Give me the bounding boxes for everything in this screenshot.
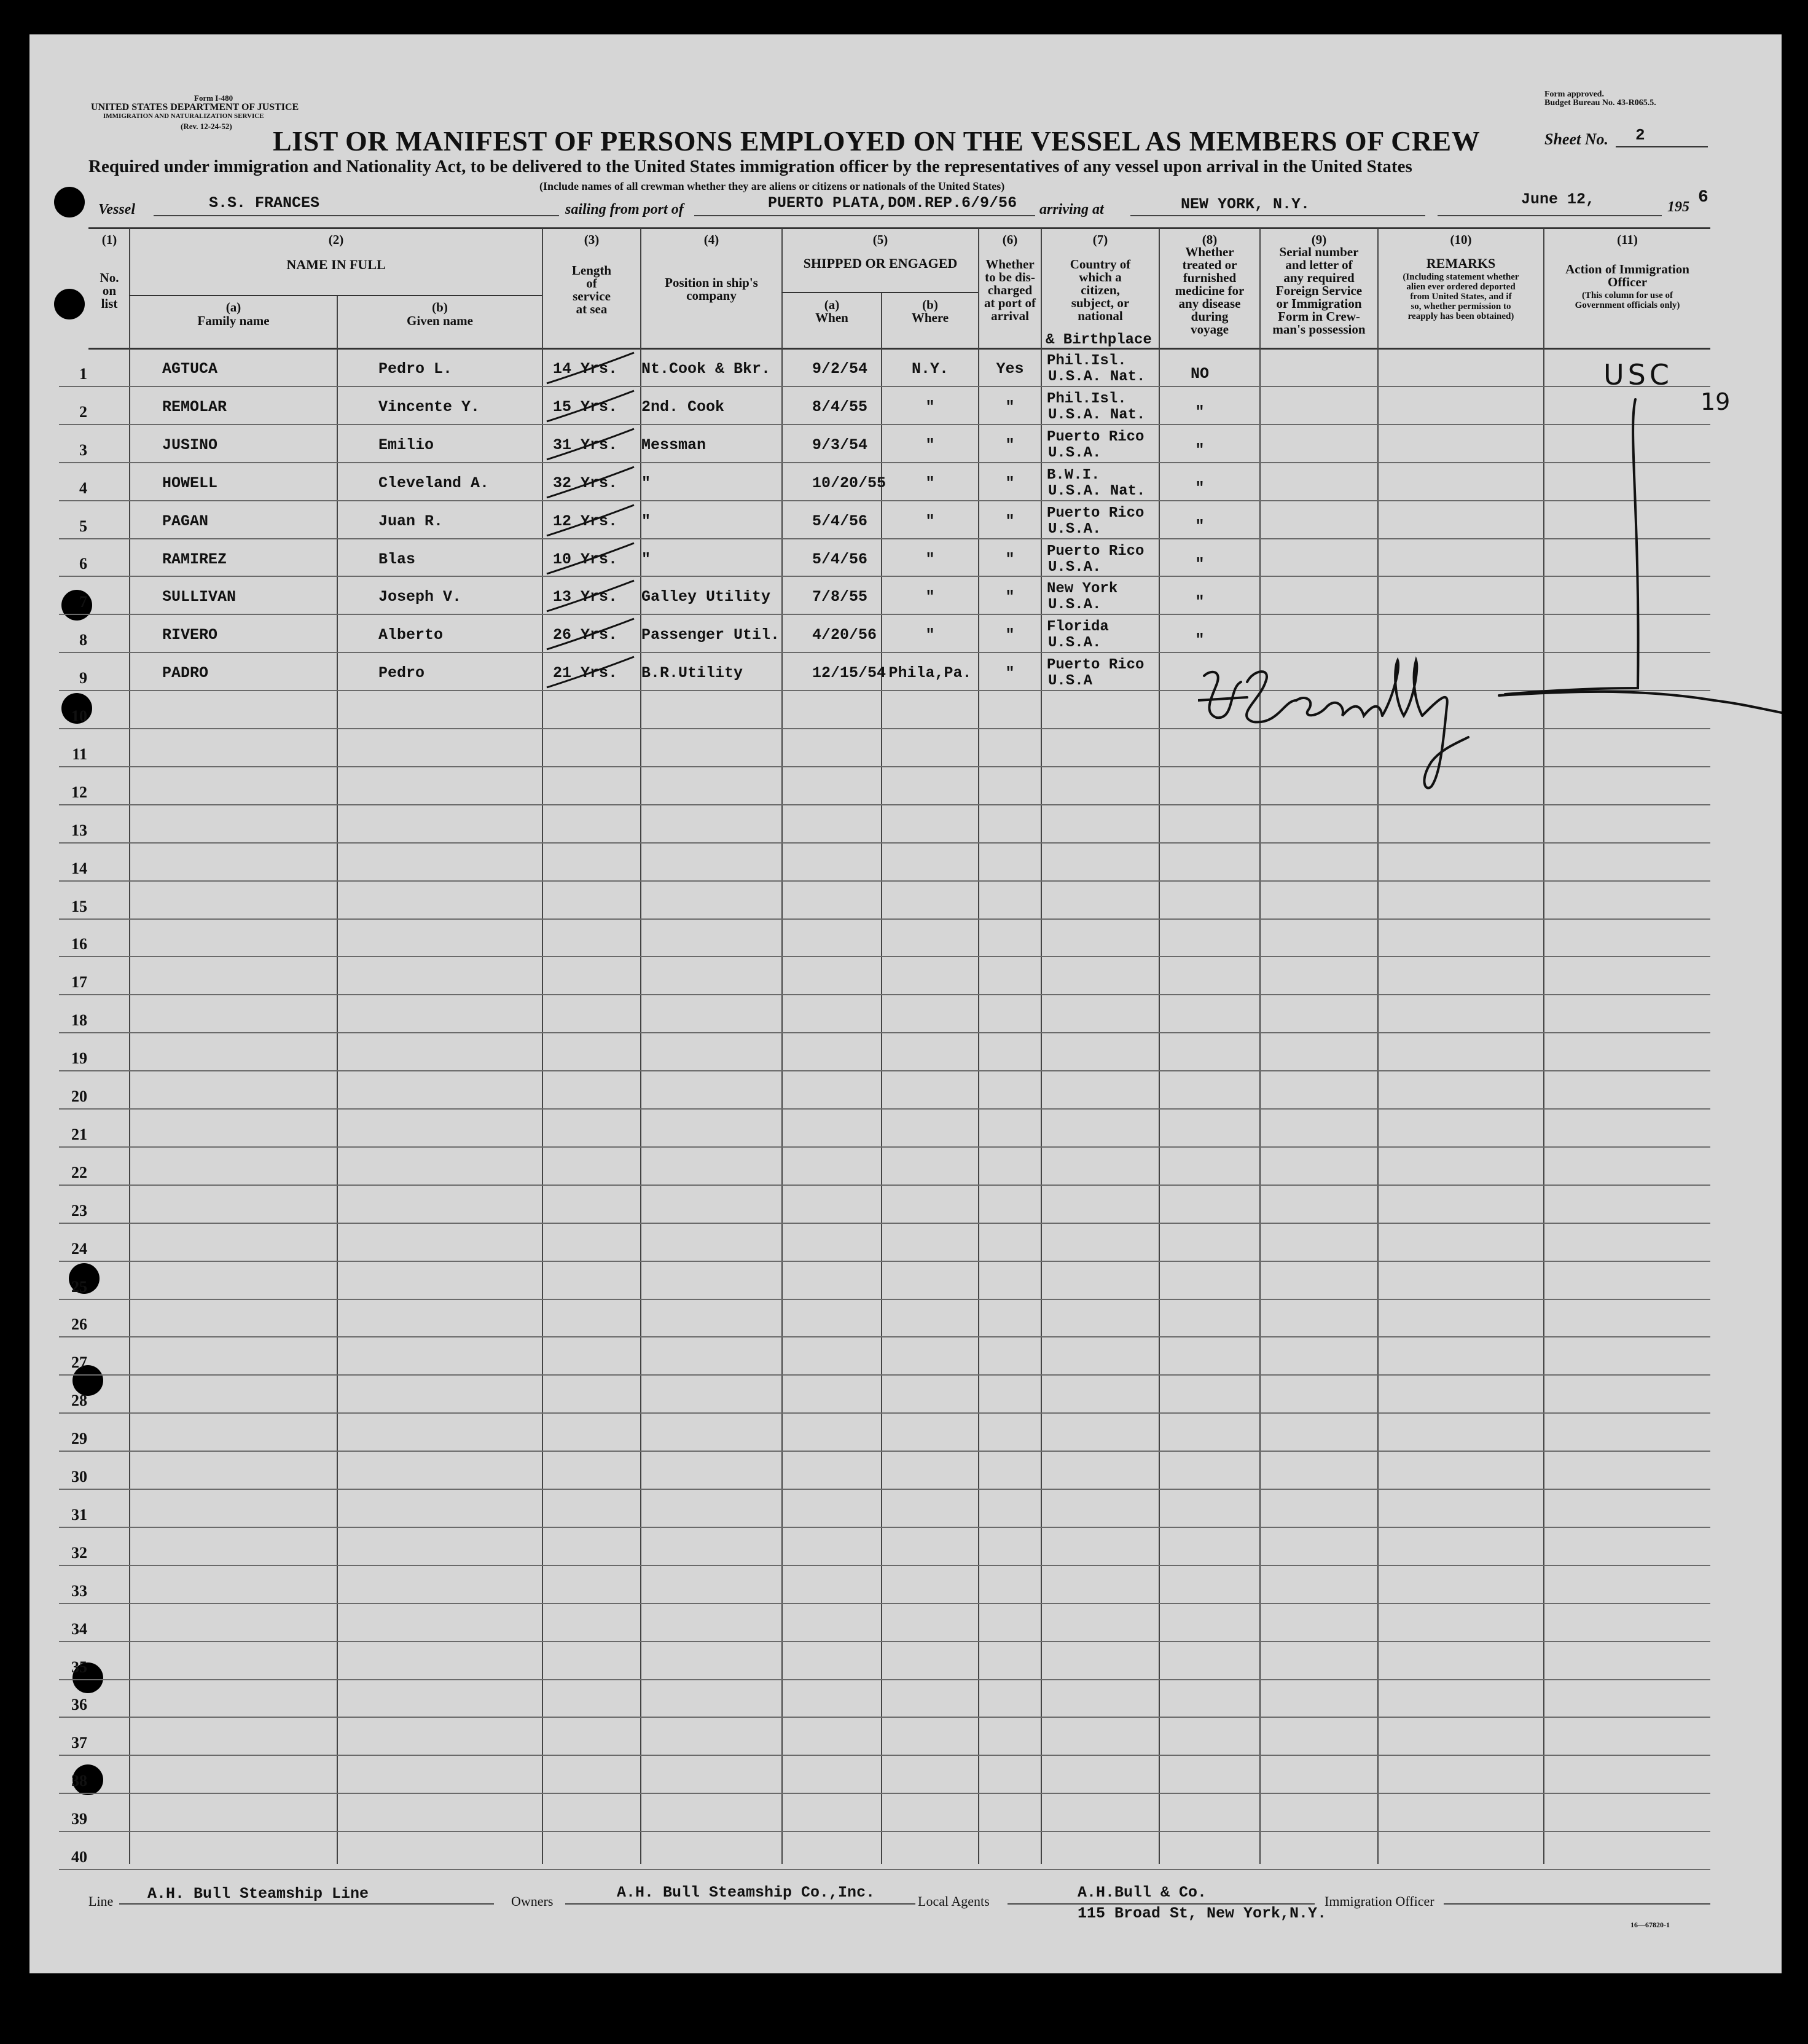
given-name: Cleveland A.: [378, 474, 490, 492]
col6-line4: at port of: [984, 296, 1036, 310]
col11-number: (11): [1617, 232, 1638, 247]
row-number: 26: [71, 1315, 87, 1333]
country-birthplace: Puerto Rico: [1047, 429, 1145, 445]
col1-number: (1): [101, 232, 117, 247]
col5b-number: (b): [922, 297, 938, 312]
medicine-flag: ": [1195, 403, 1205, 421]
position: Passenger Util.: [641, 626, 780, 644]
col8-number: (8): [1202, 232, 1218, 247]
country-birthplace: New York: [1047, 581, 1118, 597]
shipped-when: 9/2/54: [812, 360, 868, 378]
length-of-service: 10 Yrs.: [553, 550, 618, 568]
shipped-when: 4/20/56: [812, 626, 877, 644]
vessel-label: Vessel: [98, 202, 135, 217]
shipped-subheader-line: [781, 292, 978, 293]
position: Nt.Cook & Bkr.: [641, 360, 771, 378]
row-number: 21: [71, 1126, 87, 1143]
col1-line3: list: [101, 296, 118, 311]
owners-value: A.H. Bull Steamship Co.,Inc.: [617, 1884, 875, 1901]
row-rule: [59, 1070, 1710, 1071]
col8-line6: during: [1191, 309, 1229, 324]
family-name: SULLIVAN: [162, 588, 237, 606]
shipped-where: ": [925, 474, 935, 492]
discharged-flag: ": [1005, 550, 1015, 568]
service: IMMIGRATION AND NATURALIZATION SERVICE: [103, 112, 264, 120]
col11-line1: Action of Immigration: [1565, 262, 1689, 276]
col2a-title: Family name: [197, 313, 270, 328]
budget-bureau: Budget Bureau No. 43-R065.5.: [1544, 98, 1656, 108]
subtitle: Required under immigration and Nationality Act, to be delivered to the United States immigration officer by the representatives of any vessel upon arrival in the United States: [88, 157, 1412, 176]
row-number: 7: [79, 593, 87, 611]
port-from: PUERTO PLATA,DOM.REP.6/9/56: [768, 194, 1017, 212]
row-number: 22: [71, 1164, 87, 1181]
year-suffix: 6: [1698, 188, 1708, 207]
strikethrough-mark: [541, 577, 639, 620]
approval-note: Form approved.: [1544, 90, 1604, 99]
row-rule: [59, 1374, 1710, 1376]
strikethrough-mark: [541, 615, 639, 658]
length-of-service: 13 Yrs.: [553, 588, 618, 606]
shipped-where: ": [925, 512, 935, 530]
row-number: 4: [79, 479, 87, 497]
col5-title: SHIPPED OR ENGAGED: [803, 256, 958, 271]
shipped-when: 7/8/55: [812, 588, 868, 606]
line-underline: [119, 1903, 494, 1905]
shipped-when: 8/4/55: [812, 398, 868, 416]
row-number: 11: [72, 745, 87, 763]
row-number: 8: [79, 631, 87, 649]
col8-line2: treated or: [1182, 257, 1237, 272]
row-rule: [59, 1146, 1710, 1148]
given-name: Blas: [378, 550, 416, 568]
col9-line5: or Immigration: [1276, 296, 1362, 311]
col10-number: (10): [1450, 232, 1472, 247]
officer-label: Immigration Officer: [1325, 1893, 1434, 1909]
handwritten-marks: [1198, 381, 1782, 799]
col8-line3: furnished: [1183, 270, 1237, 285]
medicine-flag: NO: [1190, 365, 1209, 383]
sheet-line: [1616, 146, 1708, 147]
row-number: 39: [71, 1810, 87, 1828]
print-code: 16—67820-1: [1630, 1921, 1670, 1929]
given-name: Emilio: [378, 436, 434, 454]
line-label: Line: [88, 1893, 114, 1909]
arrival-date: June 12,: [1521, 190, 1595, 208]
agents-value-2: 115 Broad St, New York,N.Y.: [1078, 1905, 1327, 1922]
country-nationality: U.S.A. Nat.: [1048, 483, 1146, 499]
col8-line7: voyage: [1191, 322, 1229, 337]
owners-underline: [565, 1903, 915, 1905]
country-birthplace: Puerto Rico: [1047, 505, 1145, 522]
strikethrough-mark: [541, 425, 639, 468]
shipped-where: ": [925, 398, 935, 416]
position: B.R.Utility: [641, 664, 743, 682]
shipped-where: ": [925, 436, 935, 454]
col2a-number: (a): [225, 300, 241, 315]
row-number: 38: [71, 1772, 87, 1790]
medicine-flag: ": [1195, 479, 1205, 497]
col7-line4: subject, or: [1071, 296, 1130, 310]
discharged-flag: ": [1005, 664, 1015, 682]
length-of-service: 12 Yrs.: [553, 512, 618, 530]
row-number: 10: [71, 707, 87, 725]
col3-line1: Length: [571, 263, 612, 278]
length-of-service: 26 Yrs.: [553, 626, 618, 644]
port-line: [694, 215, 1035, 216]
row-number: 16: [71, 935, 87, 953]
col9-line4: Foreign Service: [1275, 283, 1363, 298]
shipped-when: 5/4/56: [812, 550, 868, 568]
col6-line3: charged: [987, 283, 1033, 297]
position: ": [641, 550, 651, 568]
row-rule: [59, 918, 1710, 920]
table-header-border: [88, 348, 1710, 350]
row-number: 35: [71, 1658, 87, 1676]
country-birthplace: Puerto Rico: [1047, 543, 1145, 560]
family-name: RAMIREZ: [162, 550, 227, 568]
country-birthplace: Phil.Isl.: [1047, 391, 1127, 407]
discharged-flag: ": [1005, 626, 1015, 644]
agents-value-1: A.H.Bull & Co.: [1078, 1884, 1207, 1901]
punch-hole: [54, 187, 85, 217]
shipped-where: N.Y.: [911, 360, 949, 378]
row-rule: [59, 956, 1710, 957]
col10-title: REMARKS: [1426, 256, 1496, 271]
col9-line6: Form in Crew-: [1278, 309, 1360, 324]
col8-line4: medicine for: [1175, 283, 1245, 298]
row-number: 28: [71, 1392, 87, 1409]
medicine-flag: ": [1195, 631, 1205, 649]
arrival-line: [1130, 215, 1425, 216]
position: 2nd. Cook: [641, 398, 725, 416]
row-number: 18: [71, 1011, 87, 1029]
row-number: 19: [71, 1049, 87, 1067]
row-number: 23: [71, 1202, 87, 1220]
agents-underline: [1008, 1903, 1315, 1905]
page-title: LIST OR MANIFEST OF PERSONS EMPLOYED ON THE VESSEL AS MEMBERS OF CREW: [273, 125, 1481, 157]
punch-hole: [54, 289, 85, 319]
medicine-flag: ": [1195, 441, 1205, 459]
usc-annotation: USC: [1603, 358, 1673, 391]
row-rule: [59, 1185, 1710, 1186]
col-divider: [129, 229, 130, 1864]
row-number: 30: [71, 1468, 87, 1486]
discharged-flag: ": [1005, 474, 1015, 492]
port-to: NEW YORK, N.Y.: [1181, 195, 1310, 213]
country-nationality: U.S.A.: [1048, 445, 1102, 461]
medicine-flag: ": [1195, 517, 1205, 535]
col7-line5: national: [1078, 308, 1123, 323]
col2b-number: (b): [432, 300, 448, 315]
sheet-number: 2: [1635, 126, 1645, 144]
officer-underline: [1444, 1903, 1710, 1905]
length-of-service: 14 Yrs.: [553, 360, 618, 378]
agents-label: Local Agents: [918, 1893, 990, 1909]
row-number: 29: [71, 1430, 87, 1447]
strikethrough-mark: [541, 501, 639, 544]
medicine-flag: ": [1195, 593, 1205, 611]
col2b-title: Given name: [407, 313, 473, 328]
row-number: 31: [71, 1506, 87, 1524]
col7-line1: Country of: [1070, 257, 1131, 272]
col-divider: [337, 295, 338, 1864]
col5a-title: When: [815, 310, 848, 325]
row-rule: [59, 1831, 1710, 1832]
col10-note-4: so, whether permission to: [1411, 302, 1511, 311]
length-of-service: 31 Yrs.: [553, 436, 618, 454]
vessel-name: S.S. FRANCES: [209, 194, 320, 212]
row-rule: [59, 1565, 1710, 1566]
row-number: 1: [79, 365, 87, 383]
row-rule: [59, 994, 1710, 995]
country-birthplace: Florida: [1047, 619, 1109, 635]
position: ": [641, 474, 651, 492]
row-number: 20: [71, 1087, 87, 1105]
country-nationality: U.S.A. Nat.: [1048, 369, 1146, 385]
given-name: Pedro: [378, 664, 425, 682]
family-name: REMOLAR: [162, 398, 227, 416]
col9-line7: man's possession: [1272, 322, 1366, 337]
row-rule: [59, 842, 1710, 844]
col5a-number: (a): [824, 297, 840, 312]
row-number: 34: [71, 1620, 87, 1638]
length-of-service: 15 Yrs.: [553, 398, 618, 416]
family-name: PAGAN: [162, 512, 209, 530]
col3-line4: at sea: [576, 302, 608, 316]
col2-title: NAME IN FULL: [286, 257, 386, 272]
vessel-line: [154, 215, 559, 216]
col10-note-3: from United States, and if: [1410, 292, 1512, 302]
col8-line5: any disease: [1178, 296, 1241, 311]
col8-line1: Whether: [1185, 245, 1234, 259]
row-rule: [59, 1108, 1710, 1110]
row-number: 5: [79, 517, 87, 535]
row-rule: [59, 1032, 1710, 1033]
row-number: 32: [71, 1544, 87, 1562]
shipped-when: 12/15/54: [812, 664, 886, 682]
row-rule: [59, 804, 1710, 805]
row-number: 17: [71, 973, 87, 991]
sailing-label: sailing from port of: [565, 202, 684, 217]
given-name: Juan R.: [378, 512, 444, 530]
row-rule: [59, 1641, 1710, 1642]
shipped-where: Phila,Pa.: [888, 664, 972, 682]
family-name: RIVERO: [162, 626, 218, 644]
row-rule: [59, 1679, 1710, 1680]
col9-number: (9): [1311, 232, 1327, 247]
row-rule: [59, 1527, 1710, 1528]
row-rule: [59, 1869, 1710, 1870]
shipped-when: 9/3/54: [812, 436, 868, 454]
row-rule: [59, 1223, 1710, 1224]
col6-line2: to be dis-: [985, 270, 1035, 284]
col10-note-2: alien ever ordered deported: [1406, 282, 1516, 292]
given-name: Vincente Y.: [378, 398, 480, 416]
sheet-label: Sheet No.: [1544, 130, 1608, 148]
family-name: HOWELL: [162, 474, 218, 492]
col10-note-5: reapply has been obtained): [1407, 311, 1514, 321]
shipped-when: 10/20/55: [812, 474, 886, 492]
position: Galley Utility: [641, 588, 771, 606]
col1-line2: on: [102, 283, 117, 298]
col6-line1: Whether: [985, 257, 1035, 272]
col6-line5: arrival: [991, 308, 1029, 323]
strikethrough-mark: [541, 653, 639, 696]
name-subheader-line: [129, 295, 542, 296]
col7-line3: citizen,: [1081, 283, 1120, 297]
row-number: 27: [71, 1353, 87, 1371]
row-number: 14: [71, 859, 87, 877]
date-line: [1438, 215, 1662, 216]
country-birthplace: Puerto Rico: [1047, 657, 1145, 673]
row-number: 37: [71, 1734, 87, 1752]
col10-note-1: (Including statement whether: [1403, 272, 1519, 282]
col7-line2: which a: [1079, 270, 1122, 284]
col4-line2: company: [686, 288, 737, 303]
col3-line3: service: [573, 289, 611, 303]
arriving-label: arriving at: [1039, 202, 1104, 217]
position: Messman: [641, 436, 706, 454]
row-number: 12: [71, 783, 87, 801]
col-divider: [1159, 229, 1160, 1864]
shipped-where: ": [925, 626, 935, 644]
discharged-flag: ": [1005, 398, 1015, 416]
row-number: 13: [71, 821, 87, 839]
family-name: JUSINO: [162, 436, 218, 454]
strikethrough-mark: [541, 539, 639, 582]
length-of-service: 32 Yrs.: [553, 474, 618, 492]
row-rule: [59, 1489, 1710, 1490]
row-rule: [59, 1451, 1710, 1452]
row-rule: [59, 1717, 1710, 1718]
col11-line2: Officer: [1607, 275, 1648, 289]
year-prefix: 195: [1667, 199, 1689, 215]
row-number: 40: [71, 1848, 87, 1866]
row-rule: [59, 880, 1710, 882]
col3-line2: of: [586, 276, 597, 291]
col3-number: (3): [584, 232, 600, 247]
col5-number: (5): [872, 232, 888, 247]
given-name: Joseph V.: [378, 588, 462, 606]
col1-line1: No.: [100, 270, 119, 285]
col2-number: (2): [328, 232, 344, 247]
family-name: PADRO: [162, 664, 209, 682]
country-birthplace: B.W.I.: [1047, 467, 1100, 484]
discharged-flag: ": [1005, 436, 1015, 454]
col9-line3: any required: [1283, 270, 1355, 285]
family-name: AGTUCA: [162, 360, 218, 378]
owners-label: Owners: [511, 1893, 554, 1909]
row-number: 15: [71, 898, 87, 915]
col11-note-2: Government officials only): [1575, 300, 1680, 310]
table-top-border: [88, 227, 1710, 229]
col9-line2: and letter of: [1285, 257, 1353, 272]
country-nationality: U.S.A. Nat.: [1048, 407, 1146, 423]
length-of-service: 21 Yrs.: [553, 664, 618, 682]
discharged-flag: ": [1005, 512, 1015, 530]
row-rule: [59, 1299, 1710, 1300]
country-nationality: U.S.A.: [1048, 597, 1102, 613]
given-name: Pedro L.: [378, 360, 453, 378]
col6-number: (6): [1002, 232, 1018, 247]
row-rule: [59, 1755, 1710, 1756]
discharged-flag: Yes: [996, 360, 1024, 378]
discharged-flag: ": [1005, 588, 1015, 606]
row-rule: [59, 1336, 1710, 1337]
include-note: (Include names of all crewman whether they are aliens or citizens or nationals of the United States): [539, 180, 1005, 192]
row-number: 3: [79, 441, 87, 459]
shipped-where: ": [925, 550, 935, 568]
row-rule: [59, 1793, 1710, 1794]
col-divider: [781, 229, 783, 1864]
col11-note-1: (This column for use of: [1581, 291, 1673, 300]
strikethrough-mark: [541, 463, 639, 506]
row-rule: [59, 1261, 1710, 1262]
col4-number: (4): [703, 232, 719, 247]
strikethrough-mark: [541, 349, 639, 392]
row-number: 33: [71, 1582, 87, 1600]
line-value: A.H. Bull Steamship Line: [147, 1885, 369, 1903]
row-number: 6: [79, 555, 87, 573]
row-rule: [59, 1603, 1710, 1604]
row-number: 36: [71, 1696, 87, 1713]
country-nationality: U.S.A.: [1048, 635, 1102, 651]
country-nationality: U.S.A.: [1048, 559, 1102, 576]
form-number: Form I-480: [194, 93, 233, 103]
shipped-where: ": [925, 588, 935, 606]
row-number: 25: [71, 1278, 87, 1296]
col4-line1: Position in ship's: [665, 275, 758, 290]
department: UNITED STATES DEPARTMENT OF JUSTICE: [91, 102, 299, 112]
position: ": [641, 512, 651, 530]
row-rule: [59, 1412, 1710, 1414]
col5b-title: Where: [911, 310, 949, 325]
col9-line1: Serial number: [1279, 245, 1359, 259]
col7-number: (7): [1092, 232, 1108, 247]
medicine-flag: ": [1195, 555, 1205, 573]
given-name: Alberto: [378, 626, 444, 644]
country-nationality: U.S.A.: [1048, 521, 1102, 538]
strikethrough-mark: [541, 387, 639, 430]
number-annotation: 19: [1700, 388, 1731, 415]
row-number: 24: [71, 1240, 87, 1258]
revision: (Rev. 12-24-52): [181, 122, 232, 131]
birthplace-note: & Birthplace: [1046, 332, 1152, 348]
row-number: 9: [79, 669, 87, 687]
shipped-when: 5/4/56: [812, 512, 868, 530]
country-birthplace: Phil.Isl.: [1047, 353, 1127, 369]
row-number: 2: [79, 403, 87, 421]
col-divider: [1041, 229, 1042, 1864]
country-nationality: U.S.A: [1048, 673, 1093, 689]
